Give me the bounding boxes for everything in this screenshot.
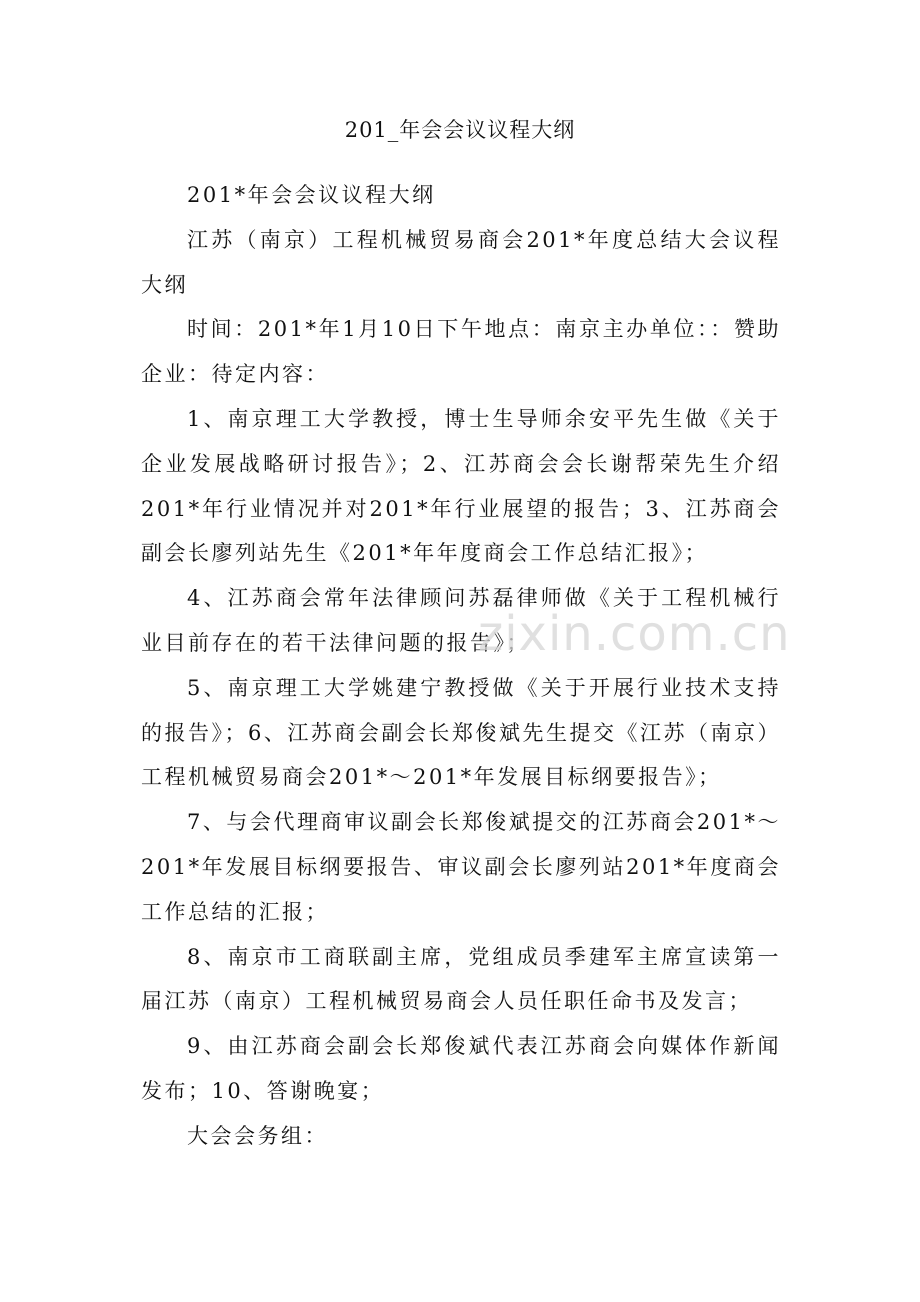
paragraph-item-5-6: 5、南京理工大学姚建宁教授做《关于开展行业技术支持的报告》；6、江苏商会副会长郑俊斌先生提交《江苏（南京）工程机械贸易商会201*～201*年发展目标纲要报告》；	[141, 675, 781, 790]
paragraph-item-8: 8、南京市工商联副主席，党组成员季建军主席宣读第一届江苏（南京）工程机械贸易商会人员任职任命书及发言；	[141, 944, 781, 1014]
paragraph-item-9-10: 9、由江苏商会副会长郑俊斌代表江苏商会向媒体作新闻发布；10、答谢晚宴；	[141, 1034, 781, 1103]
paragraph-item-7: 7、与会代理商审议副会长郑俊斌提交的江苏商会201*～201*年发展目标纲要报告、审议副会长廖列站201*年度商会工作总结的汇报；	[141, 810, 781, 924]
document-title: 201_年会会议议程大纲	[344, 118, 576, 142]
paragraph-time-place: 时间：201*年1月10日下午地点：南京主办单位：：赞助企业：待定内容：	[141, 317, 781, 387]
paragraph-subtitle: 江苏（南京）工程机械贸易商会201*年度总结大会议程大纲	[141, 227, 781, 297]
paragraph-organizers: 大会会务组：	[187, 1123, 328, 1148]
paragraph-item-4: 4、江苏商会常年法律顾问苏磊律师做《关于工程机械行业目前存在的若干法律问题的报告》；	[141, 586, 781, 655]
paragraph-heading: 201*年会会议议程大纲	[187, 183, 436, 207]
document-body	[141, 173, 781, 1159]
watermark: zixin.com.cn	[478, 606, 791, 662]
paragraph-item-1-3: 1、南京理工大学教授，博士生导师余安平先生做《关于企业发展战略研讨报告》；2、江苏商会会长谢帮荣先生介绍201*年行业情况并对201*年行业展望的报告；3、江苏商会副会长廖列站先生《201*年年度商会工作总结汇报》；	[141, 406, 781, 566]
